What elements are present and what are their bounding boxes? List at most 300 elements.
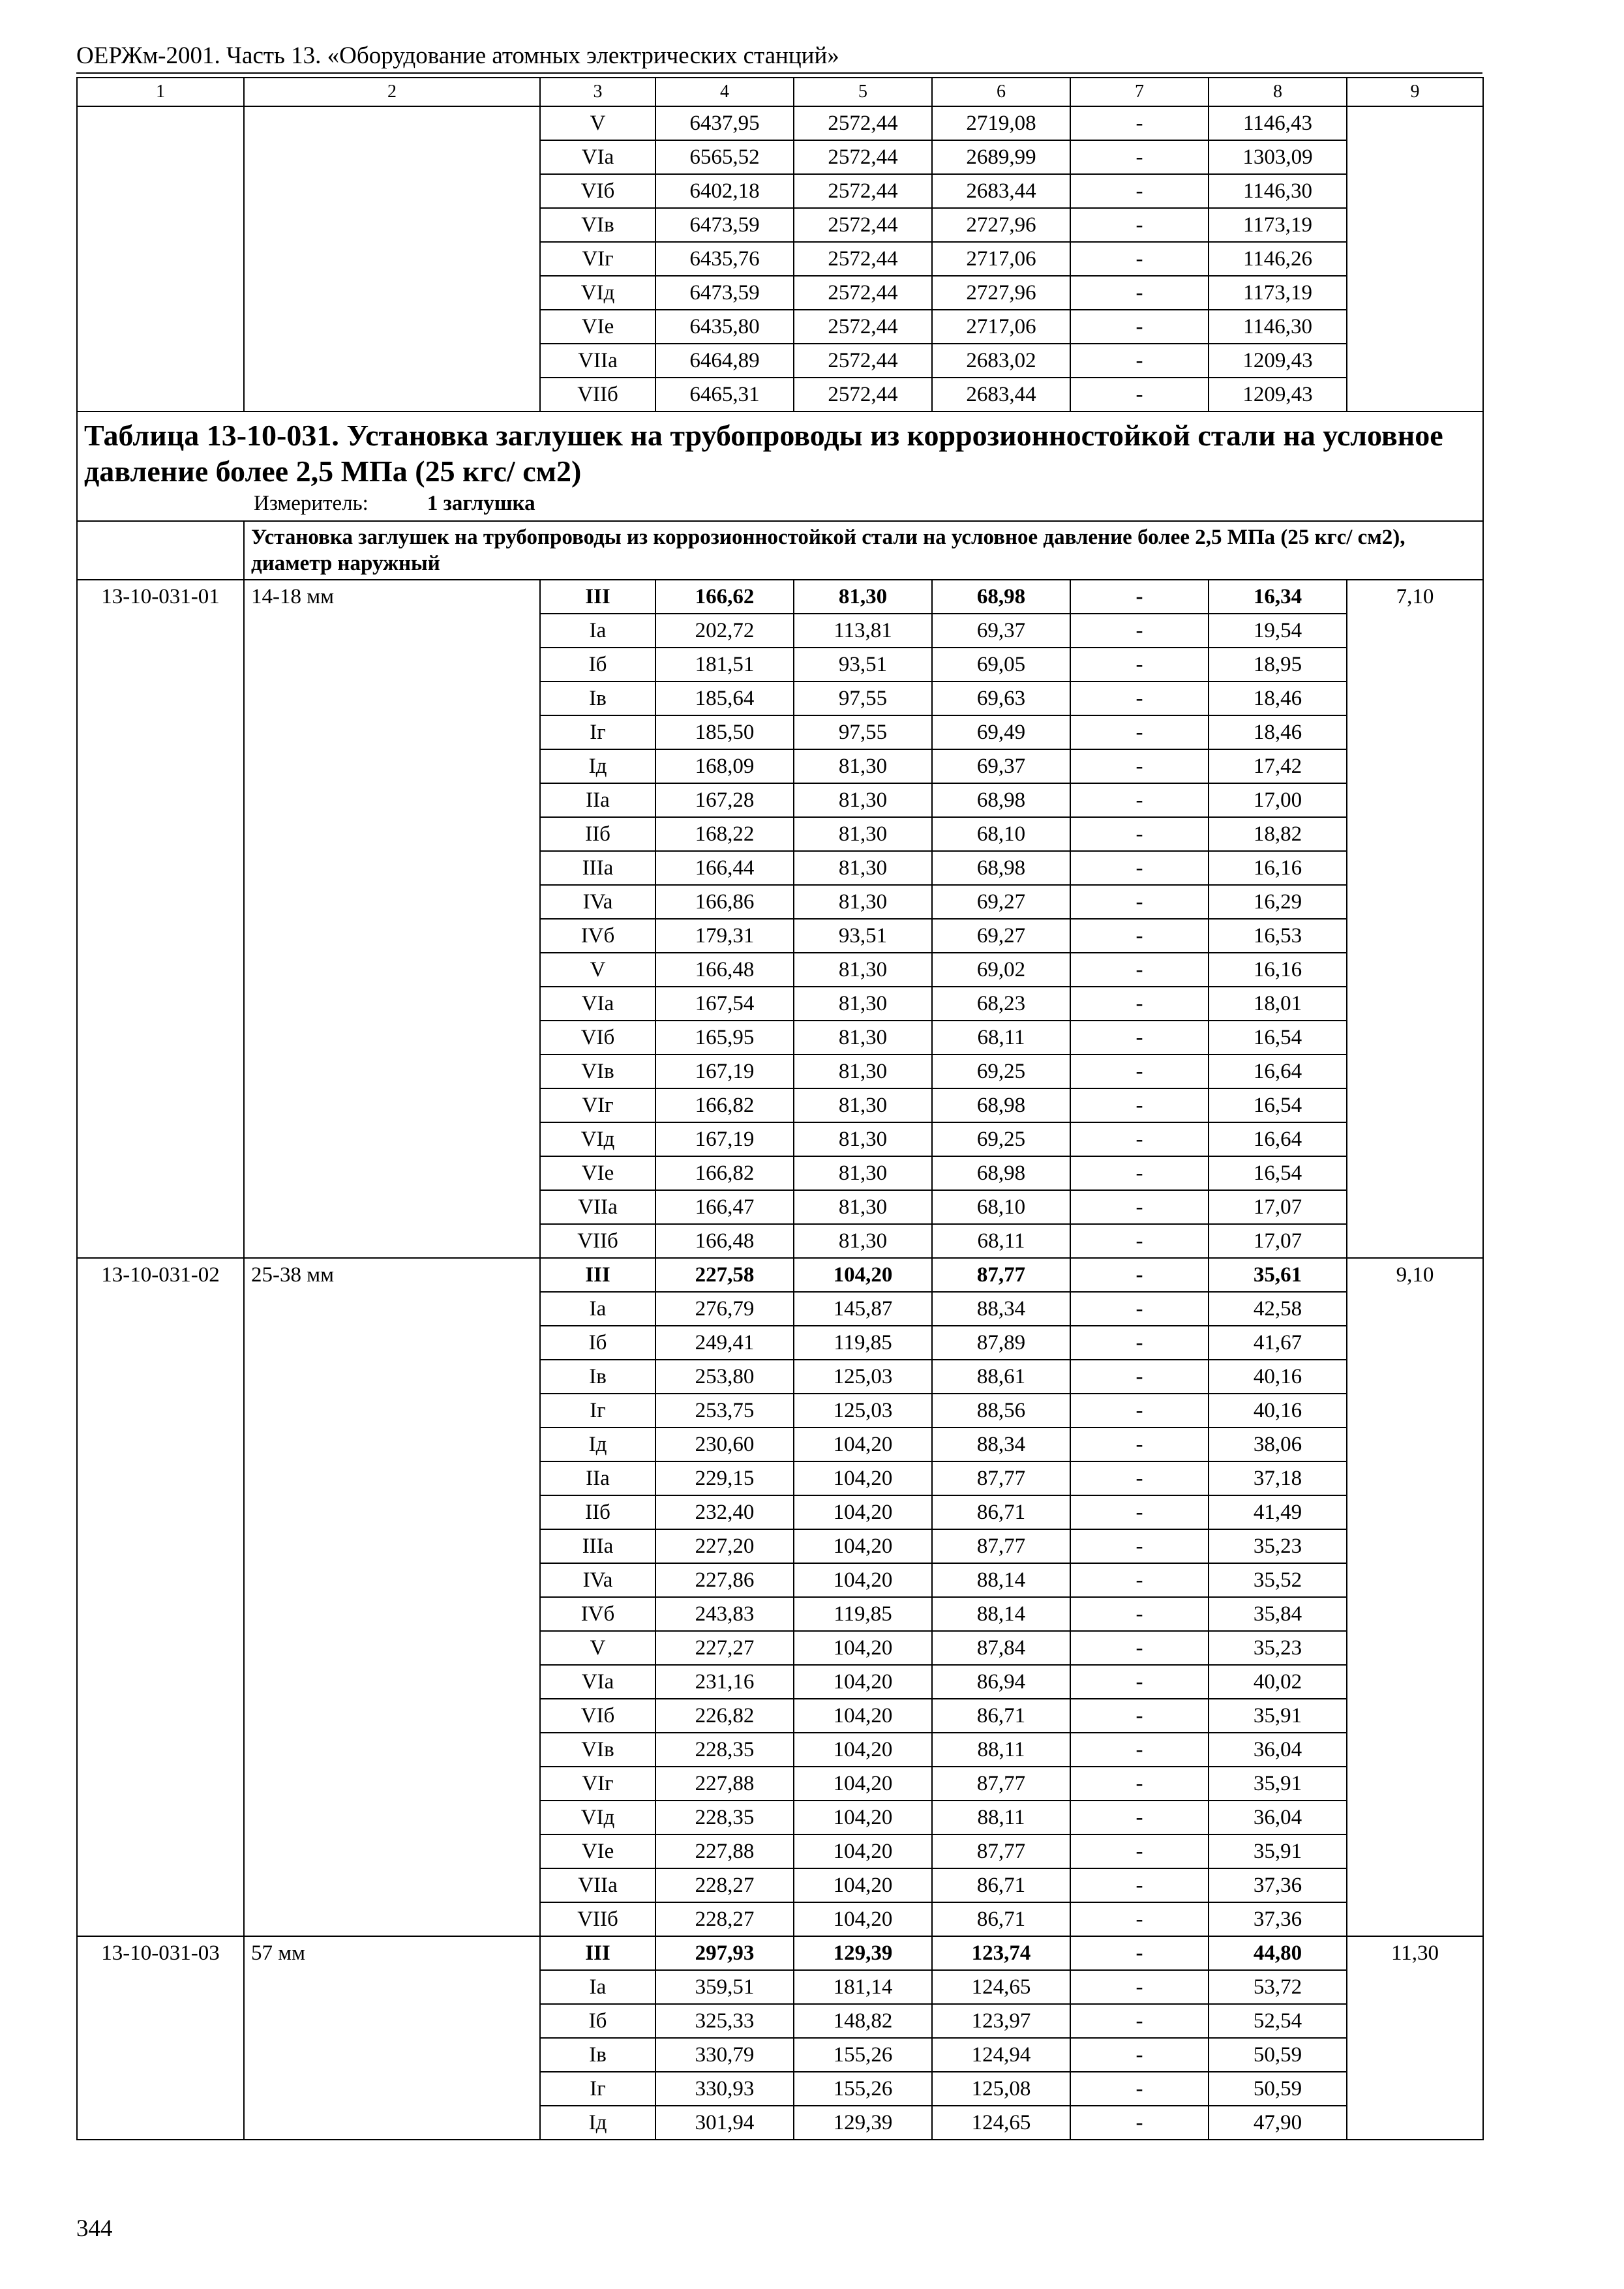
- value-cell: 81,30: [794, 1190, 932, 1224]
- value-cell: -: [1070, 749, 1209, 783]
- value-cell: 17,42: [1209, 749, 1347, 783]
- value-cell: 37,18: [1209, 1461, 1347, 1495]
- value-cell: 42,58: [1209, 1292, 1347, 1326]
- value-cell: -: [1070, 1801, 1209, 1834]
- value-cell: V: [540, 106, 655, 140]
- value-cell: 44,80: [1209, 1936, 1347, 1970]
- value-cell: IIIa: [540, 851, 655, 885]
- value-cell: 69,05: [932, 648, 1070, 681]
- rate-code-cell: 13-10-031-03: [77, 1936, 244, 2140]
- value-cell: VIIa: [540, 1190, 655, 1224]
- value-cell: VIIб: [540, 1224, 655, 1258]
- value-cell: 88,34: [932, 1292, 1070, 1326]
- value-cell: VIa: [540, 1665, 655, 1699]
- value-cell: 69,27: [932, 919, 1070, 953]
- value-cell: 181,14: [794, 1970, 932, 2004]
- value-cell: 6464,89: [655, 344, 794, 378]
- column-number: 3: [540, 78, 655, 106]
- value-cell: -: [1070, 681, 1209, 715]
- value-cell: 229,15: [655, 1461, 794, 1495]
- value-cell: 227,58: [655, 1258, 794, 1292]
- table-row: [77, 1258, 1483, 1292]
- value-cell: 69,25: [932, 1055, 1070, 1088]
- value-cell: 185,50: [655, 715, 794, 749]
- value-cell: 166,48: [655, 1224, 794, 1258]
- table-title-cell: [77, 411, 1483, 521]
- value-cell: VIд: [540, 1801, 655, 1834]
- value-cell: VIб: [540, 1021, 655, 1055]
- value-cell: -: [1070, 106, 1209, 140]
- value-cell: 35,84: [1209, 1597, 1347, 1631]
- col9-cell: 9,10: [1347, 1258, 1483, 1936]
- value-cell: 104,20: [794, 1461, 932, 1495]
- value-cell: -: [1070, 1631, 1209, 1665]
- value-cell: 227,20: [655, 1529, 794, 1563]
- value-cell: 88,56: [932, 1394, 1070, 1428]
- value-cell: -: [1070, 715, 1209, 749]
- value-cell: 359,51: [655, 1970, 794, 2004]
- value-cell: IVa: [540, 885, 655, 919]
- rate-name-cell: 25-38 мм: [244, 1258, 540, 1936]
- value-cell: 2572,44: [794, 344, 932, 378]
- value-cell: 16,16: [1209, 953, 1347, 987]
- value-cell: -: [1070, 580, 1209, 614]
- value-cell: 81,30: [794, 1156, 932, 1190]
- value-cell: 166,82: [655, 1088, 794, 1122]
- value-cell: VIг: [540, 242, 655, 276]
- value-cell: 228,35: [655, 1801, 794, 1834]
- value-cell: 35,23: [1209, 1631, 1347, 1665]
- value-cell: 104,20: [794, 1902, 932, 1936]
- value-cell: 87,84: [932, 1631, 1070, 1665]
- value-cell: 69,25: [932, 1122, 1070, 1156]
- value-cell: 231,16: [655, 1665, 794, 1699]
- value-cell: 155,26: [794, 2038, 932, 2072]
- table-title-row: [77, 411, 1483, 521]
- value-cell: III: [540, 580, 655, 614]
- value-cell: 167,28: [655, 783, 794, 817]
- value-cell: 297,93: [655, 1936, 794, 1970]
- value-cell: -: [1070, 885, 1209, 919]
- value-cell: III: [540, 1258, 655, 1292]
- value-cell: 81,30: [794, 749, 932, 783]
- value-cell: 2572,44: [794, 174, 932, 208]
- rates-table: [76, 77, 1484, 2140]
- value-cell: 253,80: [655, 1360, 794, 1394]
- meter-value: 1 заглушка: [427, 492, 535, 515]
- value-cell: 104,20: [794, 1258, 932, 1292]
- value-cell: -: [1070, 174, 1209, 208]
- value-cell: -: [1070, 1326, 1209, 1360]
- value-cell: 16,34: [1209, 580, 1347, 614]
- value-cell: IVб: [540, 919, 655, 953]
- value-cell: -: [1070, 1088, 1209, 1122]
- value-cell: 69,37: [932, 749, 1070, 783]
- value-cell: VIб: [540, 174, 655, 208]
- value-cell: -: [1070, 1597, 1209, 1631]
- value-cell: 68,98: [932, 1088, 1070, 1122]
- value-cell: 68,98: [932, 1156, 1070, 1190]
- value-cell: 227,88: [655, 1834, 794, 1868]
- value-cell: VIб: [540, 1699, 655, 1733]
- value-cell: 2683,02: [932, 344, 1070, 378]
- value-cell: 226,82: [655, 1699, 794, 1733]
- value-cell: 81,30: [794, 1021, 932, 1055]
- value-cell: 168,22: [655, 817, 794, 851]
- table-row: [77, 580, 1483, 614]
- value-cell: 81,30: [794, 953, 932, 987]
- value-cell: 35,23: [1209, 1529, 1347, 1563]
- value-cell: 330,79: [655, 2038, 794, 2072]
- value-cell: -: [1070, 344, 1209, 378]
- value-cell: 16,16: [1209, 851, 1347, 885]
- value-cell: 18,95: [1209, 648, 1347, 681]
- value-cell: 69,37: [932, 614, 1070, 648]
- value-cell: 6473,59: [655, 208, 794, 242]
- value-cell: 2572,44: [794, 208, 932, 242]
- value-cell: 88,14: [932, 1563, 1070, 1597]
- value-cell: V: [540, 953, 655, 987]
- value-cell: 87,77: [932, 1834, 1070, 1868]
- value-cell: -: [1070, 140, 1209, 174]
- value-cell: VIIб: [540, 1902, 655, 1936]
- value-cell: 155,26: [794, 2072, 932, 2106]
- value-cell: 16,54: [1209, 1088, 1347, 1122]
- value-cell: 125,08: [932, 2072, 1070, 2106]
- value-cell: Ia: [540, 614, 655, 648]
- value-cell: 81,30: [794, 1224, 932, 1258]
- value-cell: 104,20: [794, 1834, 932, 1868]
- value-cell: 88,11: [932, 1733, 1070, 1767]
- value-cell: 166,62: [655, 580, 794, 614]
- value-cell: -: [1070, 1936, 1209, 1970]
- value-cell: -: [1070, 1190, 1209, 1224]
- value-cell: 17,07: [1209, 1190, 1347, 1224]
- value-cell: VIв: [540, 1733, 655, 1767]
- value-cell: 1146,26: [1209, 242, 1347, 276]
- value-cell: III: [540, 1936, 655, 1970]
- value-cell: -: [1070, 1665, 1209, 1699]
- value-cell: 113,81: [794, 614, 932, 648]
- value-cell: 166,44: [655, 851, 794, 885]
- table-title: Таблица 13-10-031. Установка заглушек на трубопроводы из коррозионностойкой стали на условное давление более 2,5 МПа (25 кгс/ см2): [84, 419, 1443, 488]
- value-cell: 35,91: [1209, 1834, 1347, 1868]
- column-number: 2: [244, 78, 540, 106]
- value-cell: 165,95: [655, 1021, 794, 1055]
- value-cell: 50,59: [1209, 2038, 1347, 2072]
- column-number: 6: [932, 78, 1070, 106]
- value-cell: 104,20: [794, 1665, 932, 1699]
- value-cell: IVa: [540, 1563, 655, 1597]
- value-cell: 1209,43: [1209, 378, 1347, 411]
- value-cell: VIд: [540, 276, 655, 310]
- value-cell: VIд: [540, 1122, 655, 1156]
- value-cell: 86,71: [932, 1868, 1070, 1902]
- value-cell: 230,60: [655, 1428, 794, 1461]
- value-cell: 6435,80: [655, 310, 794, 344]
- value-cell: -: [1070, 987, 1209, 1021]
- value-cell: Iг: [540, 2072, 655, 2106]
- value-cell: 2689,99: [932, 140, 1070, 174]
- value-cell: -: [1070, 1699, 1209, 1733]
- value-cell: IVб: [540, 1597, 655, 1631]
- value-cell: 35,61: [1209, 1258, 1347, 1292]
- rate-code-cell: 13-10-031-01: [77, 580, 244, 1258]
- value-cell: 68,98: [932, 580, 1070, 614]
- value-cell: -: [1070, 2038, 1209, 2072]
- value-cell: 202,72: [655, 614, 794, 648]
- column-number: 4: [655, 78, 794, 106]
- value-cell: 86,94: [932, 1665, 1070, 1699]
- value-cell: 104,20: [794, 1631, 932, 1665]
- value-cell: IIб: [540, 817, 655, 851]
- value-cell: 93,51: [794, 919, 932, 953]
- value-cell: VIг: [540, 1767, 655, 1801]
- column-number: 5: [794, 78, 932, 106]
- col9-cell: [1347, 106, 1483, 411]
- value-cell: 69,02: [932, 953, 1070, 987]
- value-cell: -: [1070, 1021, 1209, 1055]
- value-cell: 228,27: [655, 1868, 794, 1902]
- table-row: [77, 1936, 1483, 1970]
- value-cell: 148,82: [794, 2004, 932, 2038]
- meter-label: Измеритель:: [254, 492, 368, 515]
- value-cell: 228,27: [655, 1902, 794, 1936]
- value-cell: 81,30: [794, 987, 932, 1021]
- value-cell: VIв: [540, 1055, 655, 1088]
- value-cell: VIa: [540, 140, 655, 174]
- value-cell: 52,54: [1209, 2004, 1347, 2038]
- value-cell: -: [1070, 1156, 1209, 1190]
- col9-cell: 7,10: [1347, 580, 1483, 1258]
- value-cell: 16,54: [1209, 1021, 1347, 1055]
- value-cell: 18,46: [1209, 681, 1347, 715]
- value-cell: 16,29: [1209, 885, 1347, 919]
- value-cell: 6435,76: [655, 242, 794, 276]
- value-cell: -: [1070, 1834, 1209, 1868]
- value-cell: VIв: [540, 208, 655, 242]
- value-cell: -: [1070, 1122, 1209, 1156]
- value-cell: 6473,59: [655, 276, 794, 310]
- value-cell: 1303,09: [1209, 140, 1347, 174]
- value-cell: -: [1070, 919, 1209, 953]
- value-cell: 36,04: [1209, 1733, 1347, 1767]
- value-cell: 104,20: [794, 1767, 932, 1801]
- value-cell: 166,47: [655, 1190, 794, 1224]
- value-cell: 19,54: [1209, 614, 1347, 648]
- value-cell: Ia: [540, 1292, 655, 1326]
- value-cell: 249,41: [655, 1326, 794, 1360]
- value-cell: 16,64: [1209, 1122, 1347, 1156]
- value-cell: 88,61: [932, 1360, 1070, 1394]
- value-cell: Iд: [540, 1428, 655, 1461]
- value-cell: 1146,43: [1209, 106, 1347, 140]
- value-cell: IIa: [540, 783, 655, 817]
- value-cell: -: [1070, 378, 1209, 411]
- value-cell: Iб: [540, 1326, 655, 1360]
- value-cell: 1209,43: [1209, 344, 1347, 378]
- value-cell: 69,63: [932, 681, 1070, 715]
- value-cell: 104,20: [794, 1495, 932, 1529]
- column-number: 9: [1347, 78, 1483, 106]
- value-cell: 167,19: [655, 1122, 794, 1156]
- value-cell: -: [1070, 2072, 1209, 2106]
- value-cell: -: [1070, 783, 1209, 817]
- value-cell: -: [1070, 1055, 1209, 1088]
- value-cell: 2572,44: [794, 106, 932, 140]
- value-cell: 18,01: [1209, 987, 1347, 1021]
- value-cell: -: [1070, 1428, 1209, 1461]
- value-cell: 86,71: [932, 1495, 1070, 1529]
- value-cell: 93,51: [794, 648, 932, 681]
- value-cell: 125,03: [794, 1394, 932, 1428]
- value-cell: IIIa: [540, 1529, 655, 1563]
- value-cell: 97,55: [794, 715, 932, 749]
- value-cell: 124,65: [932, 2106, 1070, 2140]
- value-cell: 2683,44: [932, 174, 1070, 208]
- value-cell: 2727,96: [932, 208, 1070, 242]
- value-cell: 68,98: [932, 851, 1070, 885]
- value-cell: -: [1070, 242, 1209, 276]
- value-cell: 18,82: [1209, 817, 1347, 851]
- value-cell: 16,54: [1209, 1156, 1347, 1190]
- value-cell: 1173,19: [1209, 208, 1347, 242]
- value-cell: 38,06: [1209, 1428, 1347, 1461]
- value-cell: -: [1070, 648, 1209, 681]
- value-cell: VIIa: [540, 344, 655, 378]
- value-cell: -: [1070, 1970, 1209, 2004]
- value-cell: 2572,44: [794, 140, 932, 174]
- value-cell: 228,35: [655, 1733, 794, 1767]
- header-rule: [76, 72, 1482, 74]
- value-cell: 81,30: [794, 1122, 932, 1156]
- value-cell: -: [1070, 1733, 1209, 1767]
- value-cell: 232,40: [655, 1495, 794, 1529]
- value-cell: 179,31: [655, 919, 794, 953]
- table-row: [77, 106, 1483, 140]
- value-cell: 227,88: [655, 1767, 794, 1801]
- value-cell: Iд: [540, 749, 655, 783]
- value-cell: -: [1070, 851, 1209, 885]
- value-cell: 69,49: [932, 715, 1070, 749]
- value-cell: 87,77: [932, 1767, 1070, 1801]
- value-cell: 37,36: [1209, 1902, 1347, 1936]
- value-cell: 6565,52: [655, 140, 794, 174]
- value-cell: 40,16: [1209, 1394, 1347, 1428]
- value-cell: 104,20: [794, 1563, 932, 1597]
- value-cell: Ia: [540, 1970, 655, 2004]
- value-cell: VIIa: [540, 1868, 655, 1902]
- value-cell: -: [1070, 1224, 1209, 1258]
- value-cell: 86,71: [932, 1902, 1070, 1936]
- value-cell: 81,30: [794, 783, 932, 817]
- value-cell: 145,87: [794, 1292, 932, 1326]
- value-cell: 1173,19: [1209, 276, 1347, 310]
- value-cell: -: [1070, 614, 1209, 648]
- value-cell: 104,20: [794, 1868, 932, 1902]
- value-cell: 325,33: [655, 2004, 794, 2038]
- value-cell: 166,82: [655, 1156, 794, 1190]
- value-cell: 6402,18: [655, 174, 794, 208]
- value-cell: -: [1070, 1394, 1209, 1428]
- value-cell: -: [1070, 1360, 1209, 1394]
- value-cell: 53,72: [1209, 1970, 1347, 2004]
- value-cell: VIe: [540, 1834, 655, 1868]
- value-cell: VIe: [540, 1156, 655, 1190]
- value-cell: 88,14: [932, 1597, 1070, 1631]
- value-cell: 16,64: [1209, 1055, 1347, 1088]
- code-cell: [77, 106, 244, 411]
- value-cell: Iв: [540, 681, 655, 715]
- value-cell: 88,34: [932, 1428, 1070, 1461]
- column-number: 1: [77, 78, 244, 106]
- value-cell: 104,20: [794, 1733, 932, 1767]
- value-cell: 2727,96: [932, 276, 1070, 310]
- value-cell: 18,46: [1209, 715, 1347, 749]
- value-cell: VIa: [540, 987, 655, 1021]
- value-cell: 6465,31: [655, 378, 794, 411]
- name-cell: [244, 106, 540, 411]
- value-cell: 330,93: [655, 2072, 794, 2106]
- value-cell: -: [1070, 1868, 1209, 1902]
- value-cell: Iб: [540, 2004, 655, 2038]
- value-cell: 35,52: [1209, 1563, 1347, 1597]
- value-cell: 68,11: [932, 1021, 1070, 1055]
- value-cell: 125,03: [794, 1360, 932, 1394]
- value-cell: 81,30: [794, 885, 932, 919]
- rate-name-cell: 14-18 мм: [244, 580, 540, 1258]
- value-cell: 124,65: [932, 1970, 1070, 2004]
- value-cell: 41,49: [1209, 1495, 1347, 1529]
- value-cell: -: [1070, 208, 1209, 242]
- value-cell: 166,86: [655, 885, 794, 919]
- value-cell: 81,30: [794, 580, 932, 614]
- rate-name-cell: 57 мм: [244, 1936, 540, 2140]
- value-cell: 41,67: [1209, 1326, 1347, 1360]
- value-cell: 81,30: [794, 851, 932, 885]
- value-cell: 40,02: [1209, 1665, 1347, 1699]
- value-cell: 35,91: [1209, 1699, 1347, 1733]
- value-cell: 185,64: [655, 681, 794, 715]
- value-cell: Iд: [540, 2106, 655, 2140]
- value-cell: 129,39: [794, 1936, 932, 1970]
- col9-cell: 11,30: [1347, 1936, 1483, 2140]
- value-cell: -: [1070, 1258, 1209, 1292]
- value-cell: VIIб: [540, 378, 655, 411]
- value-cell: Iв: [540, 1360, 655, 1394]
- value-cell: Iг: [540, 1394, 655, 1428]
- value-cell: 88,11: [932, 1801, 1070, 1834]
- value-cell: -: [1070, 1495, 1209, 1529]
- value-cell: -: [1070, 817, 1209, 851]
- value-cell: 87,77: [932, 1258, 1070, 1292]
- value-cell: 87,77: [932, 1461, 1070, 1495]
- description-cell: Установка заглушек на трубопроводы из коррозионностойкой стали на условное давление более 2,5 МПа (25 кгс/ см2), диаметр наружный: [244, 521, 1483, 580]
- value-cell: -: [1070, 1902, 1209, 1936]
- value-cell: -: [1070, 953, 1209, 987]
- value-cell: 2683,44: [932, 378, 1070, 411]
- value-cell: 50,59: [1209, 2072, 1347, 2106]
- value-cell: -: [1070, 1563, 1209, 1597]
- value-cell: 17,00: [1209, 783, 1347, 817]
- description-empty-cell: [77, 521, 244, 580]
- value-cell: -: [1070, 1767, 1209, 1801]
- value-cell: 47,90: [1209, 2106, 1347, 2140]
- value-cell: VIг: [540, 1088, 655, 1122]
- value-cell: 68,10: [932, 1190, 1070, 1224]
- value-cell: 68,23: [932, 987, 1070, 1021]
- value-cell: 97,55: [794, 681, 932, 715]
